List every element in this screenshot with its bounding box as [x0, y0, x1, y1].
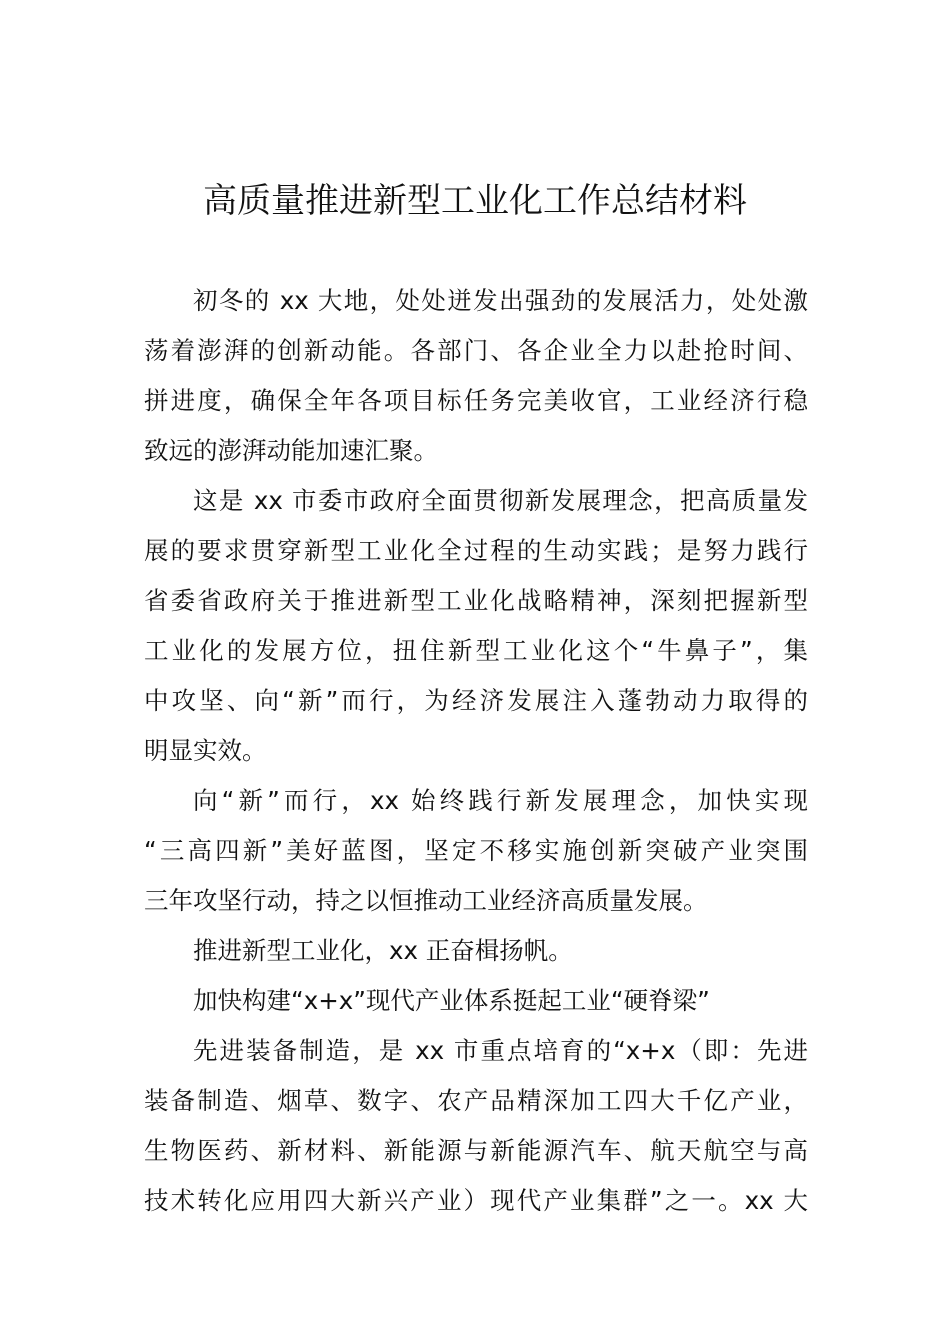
body-line: 荡着澎湃的创新动能。各部门、各企业全力以赴抢时间、	[144, 336, 808, 365]
body-line: 这是 xx 市委市政府全面贯彻新发展理念，把高质量发	[193, 486, 808, 515]
body-line: “三高四新”美好蓝图，坚定不移实施创新突破产业突围	[144, 836, 808, 865]
body-line: 推进新型工业化，xx 正奋楫扬帆。	[193, 936, 573, 965]
body-line: 中攻坚、向“新”而行，为经济发展注入蓬勃动力取得的	[144, 686, 808, 715]
body-line: 技术转化应用四大新兴产业）现代产业集群”之一。xx 大	[144, 1186, 808, 1215]
body-line: 致远的澎湃动能加速汇聚。	[144, 436, 438, 465]
body-line: 加快构建“x+x”现代产业体系挺起工业“硬脊梁”	[193, 986, 710, 1015]
body-line: 装备制造、烟草、数字、农产品精深加工四大千亿产业，	[144, 1086, 808, 1115]
body-line: 三年攻坚行动，持之以恒推动工业经济高质量发展。	[144, 886, 708, 915]
body-line: 先进装备制造，是 xx 市重点培育的“x+x（即：先进	[193, 1036, 808, 1065]
body-line: 工业化的发展方位，扭住新型工业化这个“牛鼻子”，集	[144, 636, 808, 665]
body-line: 明显实效。	[144, 736, 267, 765]
body-line: 省委省政府关于推进新型工业化战略精神，深刻把握新型	[144, 586, 808, 615]
body-line: 生物医药、新材料、新能源与新能源汽车、航天航空与高	[144, 1136, 808, 1165]
body-line: 展的要求贯穿新型工业化全过程的生动实践；是努力践行	[144, 536, 808, 565]
body-line: 向“新”而行，xx 始终践行新发展理念，加快实现	[193, 786, 808, 815]
document-title: 高质量推进新型工业化工作总结材料	[203, 181, 747, 221]
body-line: 拼进度，确保全年各项目标任务完美收官，工业经济行稳	[144, 386, 808, 415]
document-body	[144, 276, 808, 1226]
body-line: 初冬的 xx 大地，处处迸发出强劲的发展活力，处处激	[193, 286, 808, 315]
